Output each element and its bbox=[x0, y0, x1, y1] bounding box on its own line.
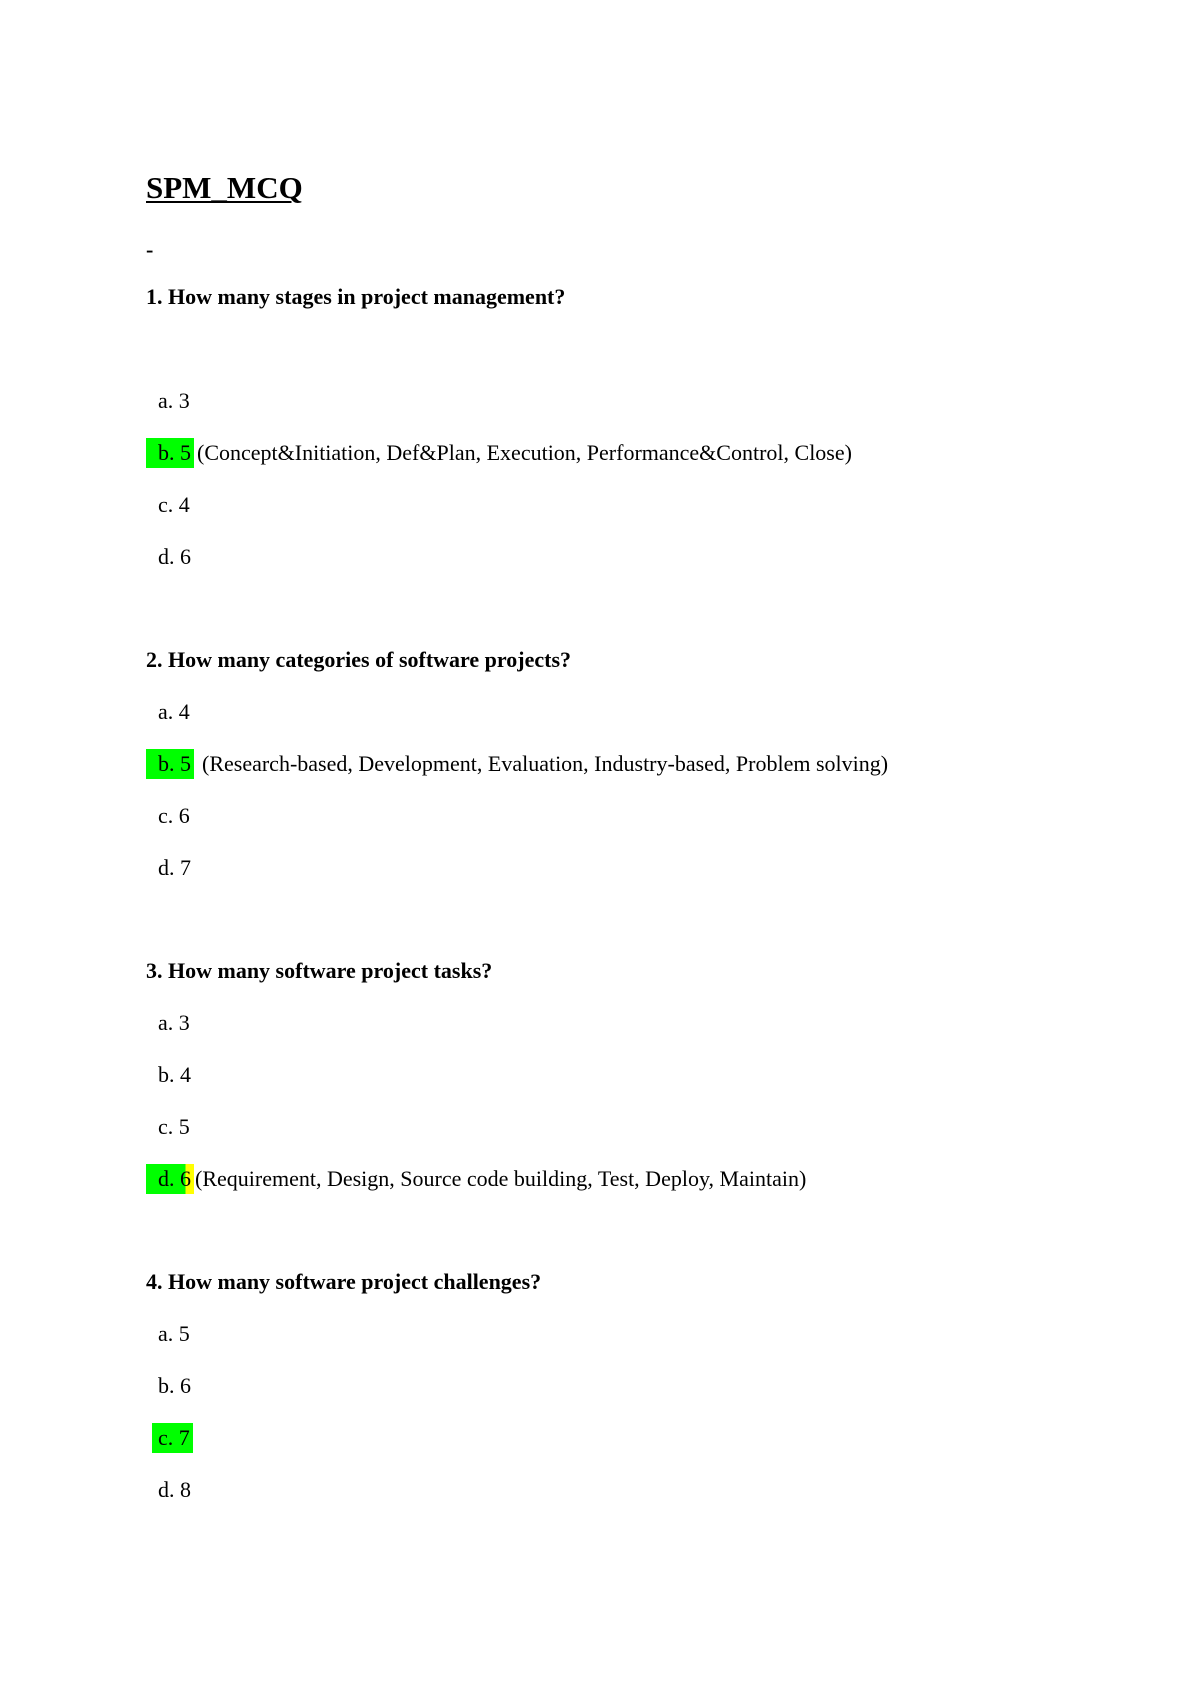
answer-note: (Requirement, Design, Source code building, Test, Deploy, Maintain) bbox=[195, 1166, 807, 1191]
option-2c bbox=[146, 801, 193, 831]
option-1d bbox=[146, 542, 194, 572]
option-key: c. 5 bbox=[158, 1114, 190, 1139]
answer-highlight: b. 5 bbox=[146, 438, 194, 468]
question-2: 2. How many categories of software projects? bbox=[146, 647, 572, 672]
option-2a bbox=[146, 697, 193, 727]
option-key: b. 6 bbox=[158, 1373, 191, 1398]
question-3: 3. How many software project tasks? bbox=[146, 958, 493, 983]
answer-highlight: b. 5 bbox=[146, 749, 194, 779]
option-key: c. 6 bbox=[158, 803, 190, 828]
question-4: 4. How many software project challenges? bbox=[146, 1269, 542, 1294]
option-4a bbox=[146, 1319, 193, 1349]
option-key: d. 6 bbox=[158, 544, 191, 569]
answer-note: (Research-based, Development, Evaluation, Industry-based, Problem solving) bbox=[202, 751, 889, 776]
option-1a bbox=[146, 386, 193, 416]
option-key: d. 7 bbox=[158, 855, 191, 880]
option-1b-correct bbox=[146, 438, 852, 468]
option-3d-correct bbox=[146, 1164, 806, 1194]
option-key: c. 4 bbox=[158, 492, 190, 517]
separator-dash: - bbox=[146, 237, 154, 262]
option-2d bbox=[146, 853, 194, 883]
question-1: 1. How many stages in project management? bbox=[146, 284, 566, 309]
option-key: a. 4 bbox=[158, 699, 190, 724]
option-4d bbox=[146, 1475, 194, 1505]
answer-highlight: c. 7 bbox=[152, 1423, 193, 1453]
option-2b-correct bbox=[146, 749, 888, 779]
option-key: d. 8 bbox=[158, 1477, 191, 1502]
option-key: a. 3 bbox=[158, 1010, 190, 1035]
option-3b bbox=[146, 1060, 194, 1090]
option-key: b. 4 bbox=[158, 1062, 191, 1087]
option-key: a. 5 bbox=[158, 1321, 190, 1346]
answer-highlight: d. 6 bbox=[146, 1164, 194, 1194]
option-1c bbox=[146, 490, 193, 520]
option-4b bbox=[146, 1371, 194, 1401]
document-title: SPM_MCQ bbox=[146, 170, 303, 205]
answer-note: (Concept&Initiation, Def&Plan, Execution, Performance&Control, Close) bbox=[197, 440, 852, 465]
option-3a bbox=[146, 1008, 193, 1038]
option-4c-correct bbox=[146, 1423, 193, 1453]
option-3c bbox=[146, 1112, 193, 1142]
option-key: a. 3 bbox=[158, 388, 190, 413]
